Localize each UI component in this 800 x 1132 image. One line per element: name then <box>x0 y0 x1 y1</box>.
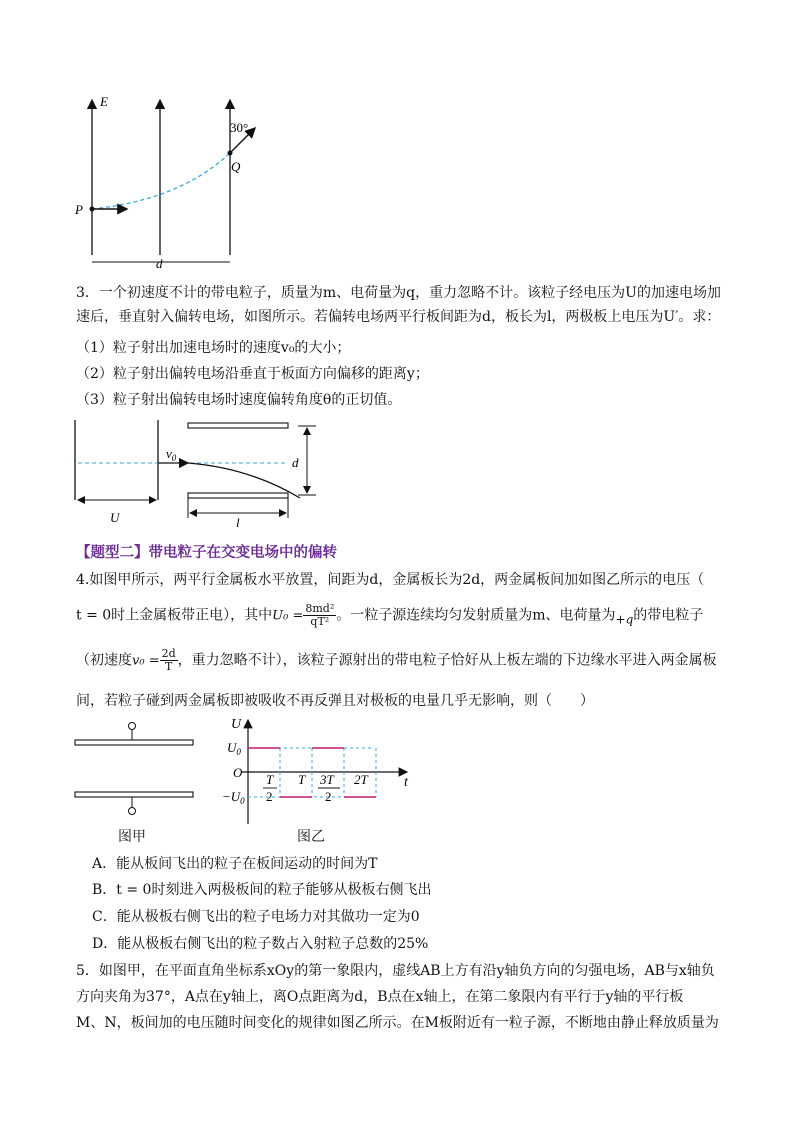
q5-line-3: M、N，板间加的电压随时间变化的规律如图乙所示。在M板附近有一粒子源，不断地由静止释放质量为 <box>76 1015 719 1031</box>
label-U: U <box>110 510 120 525</box>
v0-fraction: $\frac{2d}{T}$ <box>161 647 176 673</box>
q3-sub-1: （1）粒子射出加速电场时的速度v₀的大小； <box>76 340 351 356</box>
option-d[interactable]: D．能从极板右侧飞出的粒子数占入射粒子总数的25% <box>92 936 429 952</box>
label-angle: 30° <box>230 120 249 135</box>
q5-line-2: 方向夹角为37°，A点在y轴上，离O点距离为d，B点在x轴上，在第二象限内有平行于y轴的平行板 <box>76 989 684 1005</box>
label-v0-sub: 0 <box>171 453 177 463</box>
u0-fraction: $\frac{\text{8md²}}{\text{qT²}}$ <box>305 602 335 628</box>
q3-line-2: 速后，垂直射入偏转电场，如图所示。若偏转电场两平行板间距为d，板长为l，两极板上电压为U′。求： <box>76 309 721 325</box>
label-Q: Q <box>231 159 241 174</box>
label-O: O <box>233 765 243 780</box>
label-P: P <box>75 202 83 217</box>
q3-sub-3: （3）粒子射出偏转电场时速度偏转角度θ的正切值。 <box>76 392 402 408</box>
q3-sub-2: （2）粒子射出偏转电场沿垂直于板面方向偏移的距离y； <box>76 366 429 382</box>
section-title: 【题型二】带电粒子在交变电场中的偏转 <box>76 545 337 561</box>
option-c[interactable]: C．能从极板右侧飞出的粒子电场力对其做功一定为0 <box>92 909 420 925</box>
q4-line-4: 间，若粒子碰到两金属板即被吸收不再反弹且对极板的电量几乎无影响，则（ ） <box>76 693 594 709</box>
q4-line-3: （初速度v₀ = $\frac{2d}{T}$ ，重力忽略不计），该粒子源射出的带电粒子恰好从上板左端的下边缘水平进入两金属板 <box>76 647 717 673</box>
u0-lhs: U₀ = <box>272 608 304 624</box>
q4-line-1: 4.如图甲所示，两平行金属板水平放置，间距为d，金属板长为2d，两金属板间加如图乙所示的电压（ <box>76 572 705 588</box>
label-U0-sub: 0 <box>236 747 241 757</box>
tick-T: T <box>298 772 306 787</box>
option-a[interactable]: A．能从板间飞出的粒子在板间运动的时间为T <box>92 856 378 872</box>
label-d2: d <box>292 455 299 470</box>
q4-line-2: t = 0时上金属板带正电），其中U₀ = $\frac{\text{8md²}}{\text{qT²}}$ 。一粒子源连续均匀发射质量为m、电荷量为+q的带电粒子 <box>76 602 704 628</box>
caption-right: 图乙 <box>297 829 325 845</box>
accelerator-deflector-figure <box>70 418 330 530</box>
svg-text:U0 <box>227 740 241 757</box>
label-U-axis: U <box>231 717 242 732</box>
q5-line-1: 5．如图甲，在平面直角坐标系xOy的第一象限内，虚线AB上方有沿y轴负方向的匀强电场，AB与x轴负 <box>76 963 715 979</box>
svg-text:v0 <box>166 446 177 463</box>
label-t: t <box>404 775 408 790</box>
tick-2T: 2T <box>354 772 368 787</box>
v0-lhs: v₀ = <box>132 653 160 669</box>
label-negU0: −U <box>222 789 241 804</box>
label-negU0-sub: 0 <box>240 796 245 806</box>
voltage-graph <box>222 712 422 832</box>
charge: +q <box>615 612 634 627</box>
plates-figure <box>70 718 200 818</box>
field-trajectory-figure <box>70 90 270 275</box>
label-U0: U <box>227 740 237 755</box>
option-b[interactable]: B．t = 0时刻进入两极板间的粒子能够从极板右侧飞出 <box>92 882 432 898</box>
tick-T-half-num: T <box>266 772 274 787</box>
label-v0: v <box>166 446 172 461</box>
label-E: E <box>100 94 108 109</box>
q3-line-1: 3．一个初速度不计的带电粒子，质量为m、电荷量为q，重力忽略不计。该粒子经电压为U的加速电场加 <box>76 285 721 301</box>
svg-text:−U0 <box>222 789 245 806</box>
label-l: l <box>236 515 240 530</box>
tick-3T-half-num: 3T <box>320 772 334 787</box>
caption-left: 图甲 <box>118 829 146 845</box>
label-d: d <box>156 256 163 271</box>
tick-3T-half-den: 2 <box>325 789 332 804</box>
tick-T-half-den: 2 <box>266 789 273 804</box>
